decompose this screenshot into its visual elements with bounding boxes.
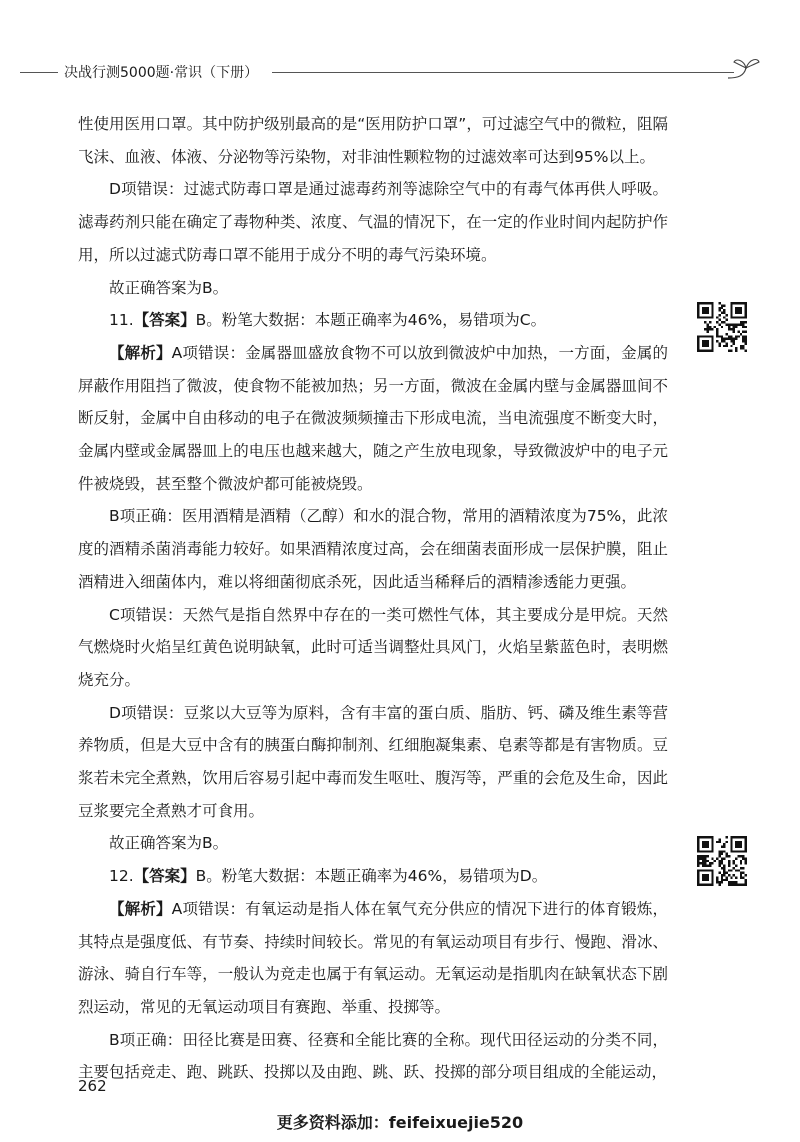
footer-note: 更多资料添加：feifeixuejie520 [276, 1113, 524, 1132]
paragraph: B项正确：田径比赛是田赛、径赛和全能比赛的全称。现代田径运动的分类不同，主要包括竞走、跑、跳跃、投掷以及由跑、跳、跃、投掷的部分项目组成的全能运动， [78, 1030, 668, 1082]
paragraph: B项正确：医用酒精是酒精（乙醇）和水的混合物，常用的酒精浓度为75%，此浓度的酒精杀菌消毒能力较好。如果酒精浓度过高，会在细菌表面形成一层保护膜，阻止酒精进入细菌体内，难以将细菌彻底杀死，因此适当稀释后的酒精渗透能力更强。 [78, 507, 668, 591]
analysis-paragraph: 【解析】A项错误：金属器皿盛放食物不可以放到微波炉中加热，一方面，金属的屏蔽作用阻挡了微波，使食物不能被加热；另一方面，微波在金属内壁与金属器皿间不断反射，金属中自由移动的电子在微波频频撞击下形成电流，当电流强度不断变大时，金属内壁或金属器皿上的电压也越来越大，随之产生放电现象，导致微波炉中的电子元件被烧毁，甚至整个微波炉都可能被烧毁。 [78, 343, 668, 493]
header-rule-right [272, 72, 734, 73]
page-number: 262 [78, 1077, 107, 1095]
header-title: 决战行测5000题·常识（下册） [64, 65, 259, 81]
paragraph: C项错误：天然气是指自然界中存在的一类可燃性气体，其主要成分是甲烷。天然气燃烧时火焰呈红黄色说明缺氧，此时可适当调整灶具风门，火焰呈紫蓝色时，表明燃烧充分。 [78, 605, 668, 689]
page-body [78, 108, 668, 1089]
question-number: 11. [109, 311, 134, 330]
qr-code-icon[interactable] [697, 836, 747, 886]
sprout-icon [726, 52, 762, 82]
paragraph: D项错误：豆浆以大豆等为原料，含有丰富的蛋白质、脂肪、钙、磷及维生素等营养物质，但是大豆中含有的胰蛋白酶抑制剂、红细胞凝集素、皂素等都是有害物质。豆浆若未完全煮熟，饮用后容易引起中毒而发生呕吐、腹泻等，严重的会危及生命，因此豆浆要完全煮熟才可食用。 [78, 703, 668, 820]
analysis-tag: 【解析】 [109, 899, 172, 918]
answer-paragraph: 11.【答案】B。粉笔大数据：本题正确率为46%，易错项为C。 [109, 311, 547, 330]
analysis-paragraph: 【解析】A项错误：有氧运动是指人体在氧气充分供应的情况下进行的体育锻炼，其特点是强度低、有节奏、持续时间较长。常见的有氧运动项目有步行、慢跑、滑冰、游泳、骑自行车等，一般认为竞走也属于有氧运动。无氧运动是指肌肉在缺氧状态下剧烈运动，常见的无氧运动项目有赛跑、举重、投掷等。 [78, 899, 668, 1016]
answer-tag: 【答案】 [133, 311, 196, 330]
paragraph: 故正确答案为B。 [109, 834, 229, 853]
paragraph: D项错误：过滤式防毒口罩是通过滤毒药剂等滤除空气中的有毒气体再供人呼吸。滤毒药剂只能在确定了毒物种类、浓度、气温的情况下，在一定的作业时间内起防护作用，所以过滤式防毒口罩不能用于成分不明的毒气污染环境。 [78, 180, 668, 264]
qr-code-icon[interactable] [697, 302, 747, 352]
running-header [0, 58, 800, 88]
question-number: 12. [109, 867, 134, 886]
header-rule-left [20, 72, 58, 73]
answer-tag: 【答案】 [133, 867, 196, 886]
paragraph: 性使用医用口罩。其中防护级别最高的是“医用防护口罩”，可过滤空气中的微粒，阻隔飞沫、血液、体液、分泌物等污染物，对非油性颗粒物的过滤效率可达到95%以上。 [78, 115, 668, 166]
paragraph: 故正确答案为B。 [109, 278, 229, 297]
answer-paragraph: 12.【答案】B。粉笔大数据：本题正确率为46%，易错项为D。 [109, 867, 548, 886]
analysis-tag: 【解析】 [109, 343, 172, 362]
